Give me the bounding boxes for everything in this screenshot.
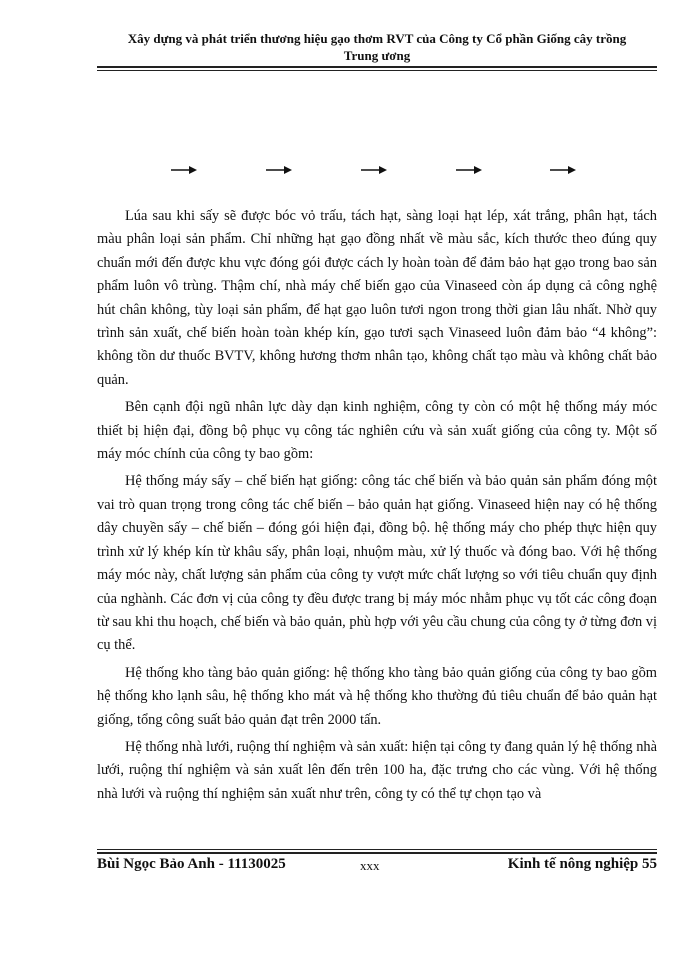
right-arrow-icon bbox=[360, 160, 388, 180]
paragraph: Hệ thống máy sấy – chế biến hạt giống: công tác chế biến và bảo quản sản phẩm đóng một vai trò quan trọng trong công tác chế biến – bảo quản hạt giống. Vinaseed hiện nay có hệ thống dây chuyền sấy – chế biến – đóng gói hiện đại, đồng bộ. hệ thống máy cho phép thực hiện quy trình xử lý khép kín từ khâu sấy, phân loại, nhuộm màu, xử lý thuốc và đóng bao. Với hệ thống máy móc này, chất lượng sản phẩm của công ty vượt mức chất lượng so với tiêu chuẩn quy định của nghành. Các đơn vị của công ty đều được trang bị máy móc nhằm phục vụ tốt các công đoạn từ sau khi thu hoạch, chế biến và bảo quản, phù hợp với yêu cầu chung của công ty ở từng đơn vị cụ thể. bbox=[97, 473, 657, 654]
arrow-row bbox=[0, 160, 700, 180]
footer-author: Bùi Ngọc Bảo Anh - 11130025 bbox=[97, 856, 286, 872]
page-footer bbox=[97, 856, 657, 878]
header-rule-thick bbox=[97, 66, 657, 68]
right-arrow-icon bbox=[265, 160, 293, 180]
document-body bbox=[97, 205, 657, 810]
footer-rule-thick bbox=[97, 852, 657, 854]
page-header bbox=[97, 30, 657, 64]
footer-course: Kinh tế nông nghiệp 55 bbox=[507, 856, 657, 872]
footer-mark: xxx bbox=[360, 858, 380, 873]
header-rule-thin bbox=[97, 70, 657, 71]
paragraph: Lúa sau khi sấy sẽ được bóc vỏ trấu, tách hạt, sàng loại hạt lép, xát trắng, phân hạt, tách màu phân loại sản phẩm. Chỉ những hạt gạo đồng nhất về màu sắc, kích thước theo đúng quy chuẩn mới đến được khu vực đóng gói được cách ly hoàn toàn để đảm bảo hạt gạo trong bao sản phẩm luôn vô trùng. Thậm chí, nhà máy chế biến gạo của Vinaseed còn áp dụng cả công nghệ hút chân không, tùy loại sản phẩm, để hạt gạo luôn tươi ngon trong thời gian lâu nhất. Nhờ quy trình sản xuất, chế biến hoàn toàn khép kín, gạo tươi sạch Vinaseed luôn đảm bảo “4 không”: không tồn dư thuốc BVTV, không hương thơm nhân tạo, không chất tạo màu và không chất bảo quản. bbox=[97, 208, 657, 388]
paragraph: Hệ thống kho tàng bảo quản giống: hệ thống kho tàng bảo quản giống của công ty bao gồm hệ thống kho lạnh sâu, hệ thống kho mát và hệ thống kho thường đủ tiêu chuẩn để bảo quản hạt giống, tổng công suất bảo quản đạt trên 2000 tấn. bbox=[97, 664, 657, 728]
header-title-line1: Xây dựng và phát triển thương hiệu gạo thơm RVT của Công ty Cổ phần Giống cây trồng bbox=[127, 31, 627, 46]
right-arrow-icon bbox=[549, 160, 577, 180]
header-title-line2: Trung ương bbox=[343, 48, 411, 63]
paragraph: Bên cạnh đội ngũ nhân lực dày dạn kinh nghiệm, công ty còn có một hệ thống máy móc thiết bị hiện đại, đồng bộ phục vụ công tác nghiên cứu và sản xuất giống của công ty. Một số máy móc chính của công ty bao gồm: bbox=[97, 399, 657, 463]
right-arrow-icon bbox=[170, 160, 198, 180]
right-arrow-icon bbox=[455, 160, 483, 180]
paragraph: Hệ thống nhà lưới, ruộng thí nghiệm và sản xuất: hiện tại công ty đang quản lý hệ thống nhà lưới, ruộng thí nghiệm và sản xuất lên đến trên 100 ha, đặc trưng cho các vùng. Với hệ thống nhà lưới và ruộng thí nghiệm sản xuất như trên, công ty có thể tự chọn tạo và bbox=[97, 738, 657, 802]
footer-rule-thin bbox=[97, 849, 657, 850]
